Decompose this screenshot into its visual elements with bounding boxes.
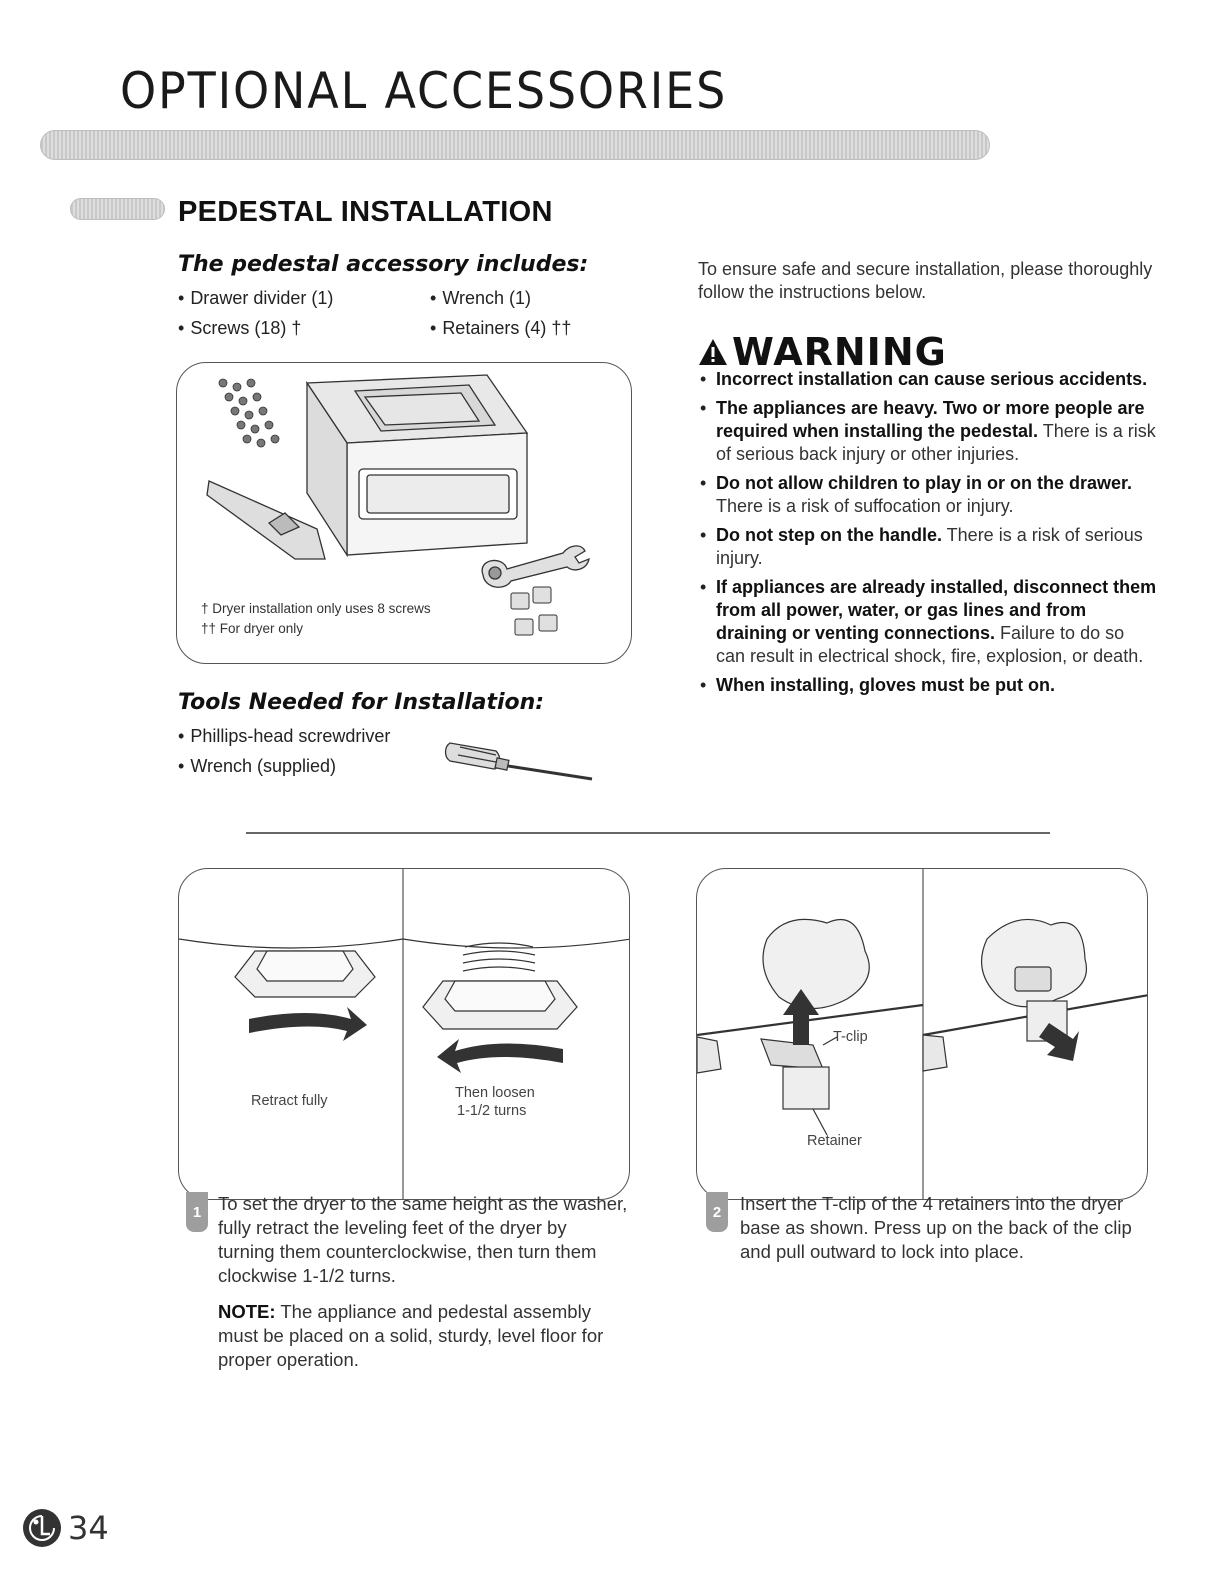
- counterclockwise-arrow-icon: [437, 1039, 563, 1073]
- tools-item-wrench: • Wrench (supplied): [178, 756, 336, 777]
- warning-title-text: WARNING: [732, 330, 947, 374]
- section-divider: [246, 832, 1050, 834]
- retainer-label: Retainer: [807, 1133, 862, 1149]
- includes-item-drawer-divider: • Drawer divider (1): [178, 288, 333, 309]
- warning-item: • Do not step on the handle. There is a risk of serious injury.: [698, 524, 1158, 570]
- title-decorative-bar: [40, 130, 990, 160]
- section-decorative-pill: [70, 198, 165, 220]
- clockwise-arrow-icon: [249, 1007, 367, 1041]
- warning-item: • If appliances are already installed, disconnect them from all power, water, or gas lines and from draining or venting connections. Failure to do so can result in electrical shock, fire, explosion, or death.: [698, 576, 1158, 668]
- warning-item: • When installing, gloves must be put on.: [698, 674, 1158, 697]
- page-number: 34: [68, 1509, 109, 1547]
- page-footer: [22, 1508, 109, 1548]
- footnote-retainers: †† For dryer only: [201, 621, 304, 636]
- screws-icon: [219, 379, 279, 447]
- step2-text: Insert the T-clip of the 4 retainers into the dryer base as shown. Press up on the back of the clip and pull outward to lock into place.: [740, 1193, 1132, 1262]
- turns-label: 1-1/2 turns: [457, 1103, 527, 1119]
- warning-list: [698, 368, 1158, 703]
- includes-item-wrench: • Wrench (1): [430, 288, 531, 309]
- includes-heading: The pedestal accessory includes:: [178, 252, 589, 277]
- step1-illustration: [178, 868, 630, 1200]
- step2-badge: 2: [706, 1192, 728, 1232]
- screwdriver-icon: [442, 735, 602, 785]
- retract-fully-label: Retract fully: [251, 1093, 328, 1109]
- tclip-label: T-clip: [833, 1029, 868, 1045]
- warning-item: • Do not allow children to play in or on the drawer. There is a risk of suffocation or injury.: [698, 472, 1158, 518]
- retainer-drawing: [697, 869, 1148, 1200]
- accessories-illustration: [176, 362, 632, 664]
- pedestal-drawing: [177, 363, 632, 664]
- tools-heading: Tools Needed for Installation:: [178, 690, 545, 715]
- section-heading: PEDESTAL INSTALLATION: [178, 196, 553, 228]
- includes-item-screws: • Screws (18) †: [178, 318, 301, 339]
- warning-item: • Incorrect installation can cause serious accidents.: [698, 368, 1158, 391]
- step1-badge: 1: [186, 1192, 208, 1232]
- retainers-icon: [511, 587, 557, 635]
- includes-item-retainers: • Retainers (4) ††: [430, 318, 571, 339]
- step1-text: To set the dryer to the same height as the washer, fully retract the leveling feet of the dryer by turning them counterclockwise, then turn them clockwise 1-1/2 turns.: [218, 1193, 628, 1286]
- tools-item-screwdriver: • Phillips-head screwdriver: [178, 726, 390, 747]
- leveling-feet-drawing: [179, 869, 630, 1200]
- footnote-screws: † Dryer installation only uses 8 screws: [201, 601, 431, 616]
- warning-triangle-icon: [698, 338, 728, 366]
- intro-text: To ensure safe and secure installation, please thoroughly follow the instructions below.: [698, 259, 1153, 302]
- step2-illustration: [696, 868, 1148, 1200]
- then-loosen-label: Then loosen: [455, 1085, 535, 1101]
- step1-note: NOTE: The appliance and pedestal assembly must be placed on a solid, sturdy, level floor for proper operation.: [218, 1301, 604, 1370]
- page-title: OPTIONAL ACCESSORIES: [120, 62, 728, 120]
- warning-item: • The appliances are heavy. Two or more people are required when installing the pedestal. There is a risk of serious back injury or other injuries.: [698, 397, 1158, 466]
- lg-logo-icon: [22, 1508, 62, 1548]
